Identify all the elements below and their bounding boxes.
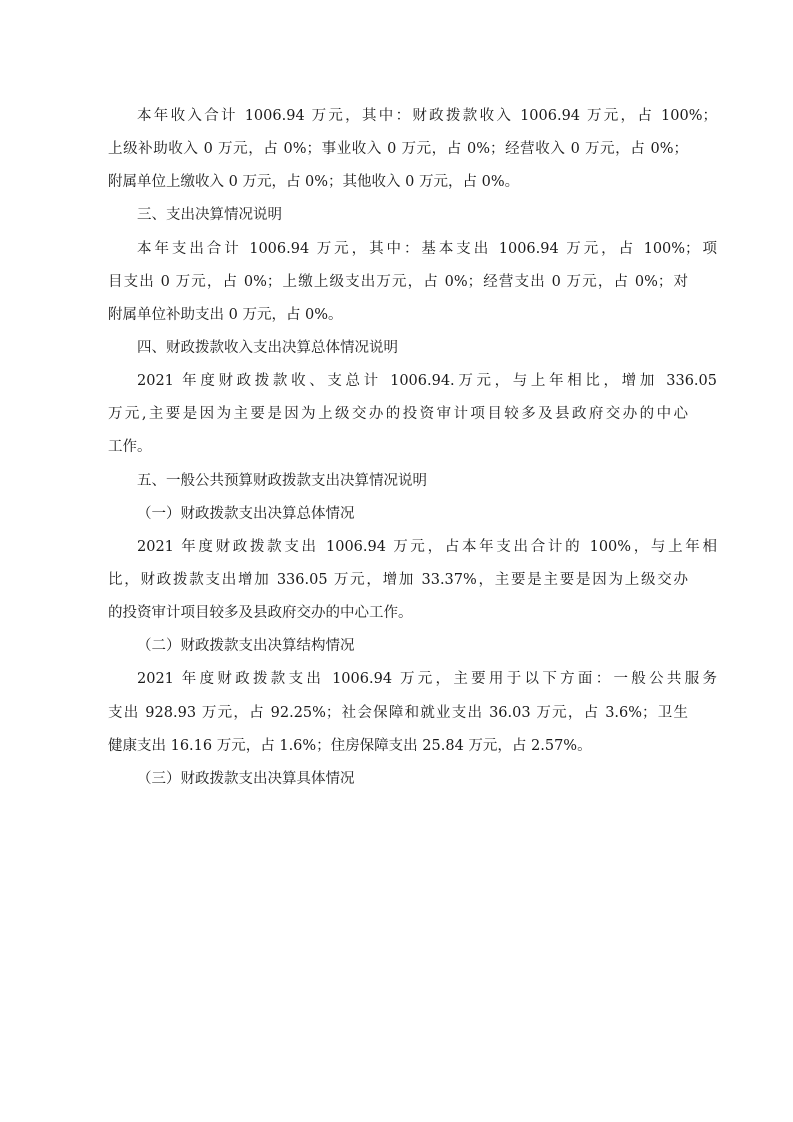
total-spending-paragraph-line-2: 比，财政拨款支出增加 336.05 万元，增加 33.37%，主要是主要是因为上级交办 [108, 571, 688, 588]
structure-paragraph-line-1: 2021 年度财政拨款支出 1006.94 万元，主要用于以下方面：一般公共服务 [137, 671, 717, 688]
expense-paragraph-line-1: 本年支出合计 1006.94 万元，其中：基本支出 1006.94 万元，占 100%；项 [137, 240, 717, 257]
subsection-heading-1: （一）财政拨款支出决算总体情况 [137, 505, 355, 522]
subsection-heading-3: （三）财政拨款支出决算具体情况 [137, 770, 355, 787]
document-body [108, 100, 717, 796]
expense-paragraph-line-3: 附属单位补助支出 0 万元，占 0%。 [108, 306, 343, 323]
total-spending-paragraph-line-3: 的投资审计项目较多及县政府交办的中心工作。 [108, 605, 413, 622]
expense-paragraph-line-2: 目支出 0 万元，占 0%；上缴上级支出万元，占 0%；经营支出 0 万元，占 0%；对 [108, 273, 688, 290]
section-heading-4: 四、财政拨款收入支出决算总体情况说明 [137, 339, 398, 356]
subsection-heading-2: （二）财政拨款支出决算结构情况 [137, 638, 355, 655]
overall-paragraph-line-1: 2021 年度财政拨款收、支总计 1006.94.万元，与上年相比，增加 336.05 [137, 373, 717, 390]
income-paragraph-line-2: 上级补助收入 0 万元，占 0%；事业收入 0 万元，占 0%；经营收入 0 万元，占 0%； [108, 141, 688, 158]
structure-paragraph-line-2: 支出 928.93 万元，占 92.25%；社会保障和就业支出 36.03 万元，占 3.6%；卫生 [108, 704, 688, 721]
total-spending-paragraph-line-1: 2021 年度财政拨款支出 1006.94 万元，占本年支出合计的 100%，与上年相 [137, 538, 717, 555]
section-heading-3: 三、支出决算情况说明 [137, 207, 282, 224]
overall-paragraph-line-3: 工作。 [108, 439, 152, 456]
income-paragraph-line-1: 本年收入合计 1006.94 万元，其中：财政拨款收入 1006.94 万元，占 100%； [137, 108, 717, 124]
structure-paragraph-line-3: 健康支出 16.16 万元，占 1.6%；住房保障支出 25.84 万元，占 2.57%。 [108, 737, 592, 754]
income-paragraph-line-3: 附属单位上缴收入 0 万元，占 0%；其他收入 0 万元，占 0%。 [108, 174, 520, 191]
overall-paragraph-line-2: 万元,主要是因为主要是因为上级交办的投资审计项目较多及县政府交办的中心 [108, 406, 688, 423]
section-heading-5: 五、一般公共预算财政拨款支出决算情况说明 [137, 472, 427, 489]
